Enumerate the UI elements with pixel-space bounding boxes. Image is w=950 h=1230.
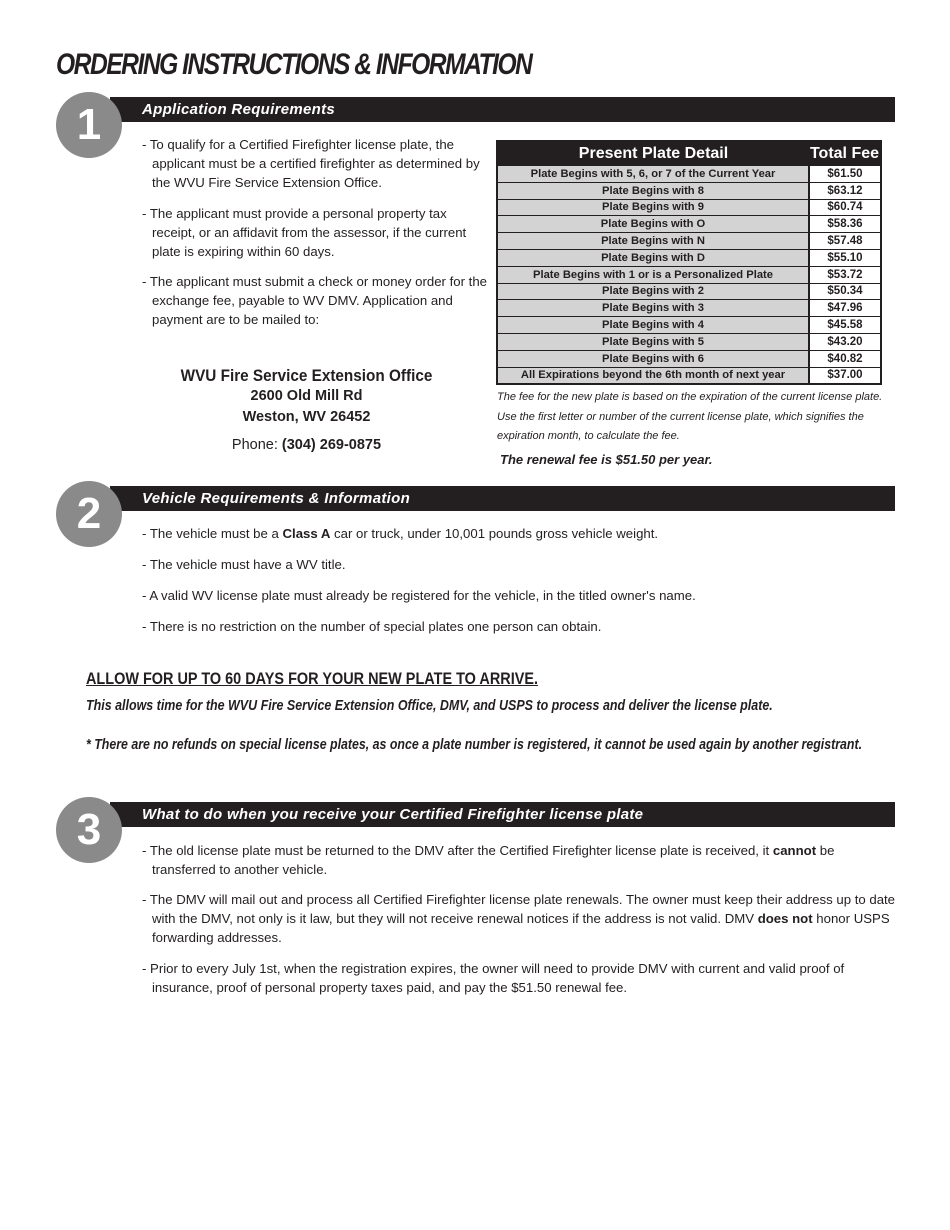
section-2-paragraph-2: - The vehicle must have a WV title. (142, 557, 346, 572)
row-fee: $45.58 (809, 317, 881, 334)
table-row (497, 216, 881, 233)
text-segment: - The old license plate must be returned to the DMV after the Certified Firefighter license plate is received, it (142, 843, 773, 858)
row-fee: $37.00 (809, 367, 881, 384)
section-1-paragraph-3: - The applicant must submit a check or money order for the exchange fee, payable to WV DMV. Application and payment are to be mailed to: (142, 274, 487, 327)
fee-table-header (497, 141, 881, 166)
table-row (497, 182, 881, 199)
table-row (497, 317, 881, 334)
row-fee: $55.10 (809, 249, 881, 266)
fee-table (496, 140, 882, 385)
row-detail: All Expirations beyond the 6th month of next year (497, 367, 809, 384)
row-detail: Plate Begins with N (497, 233, 809, 250)
table-row (497, 333, 881, 350)
section-2-number-badge: 2 (56, 481, 122, 547)
section-2-paragraph-1 (142, 524, 892, 543)
table-row (497, 367, 881, 384)
section-2-heading: Vehicle Requirements & Information (110, 486, 895, 511)
fee-table-header-detail: Present Plate Detail (497, 141, 809, 166)
table-row (497, 300, 881, 317)
table-row (497, 249, 881, 266)
section-1-number-badge: 1 (56, 92, 122, 158)
row-fee: $53.72 (809, 266, 881, 283)
table-row (497, 166, 881, 182)
row-detail: Plate Begins with 8 (497, 182, 809, 199)
text-segment: - The DMV will mail out and process all Certified Firefighter license plate renewals. The owner must keep their address up to date with the DMV, not only is it law, but they will not receive renewal notices if the address is not valid. DMV (142, 892, 896, 926)
section-3-paragraph-1 (142, 841, 892, 879)
fee-note: The fee for the new plate is based on the expiration of the current license plate. Use the first letter or number of the current license plate, which signifies the expiration month, to calculate the fee. (497, 391, 883, 442)
section-1-paragraph-2: - The applicant must provide a personal property tax receipt, or an affidavit from the assessor, if the current plate is expiring within 60 days. (142, 206, 467, 259)
table-row (497, 266, 881, 283)
text-segment: car or truck, under 10,001 pounds gross vehicle weight. (330, 526, 659, 541)
row-detail: Plate Begins with 5 (497, 333, 809, 350)
row-fee: $58.36 (809, 216, 881, 233)
row-fee: $40.82 (809, 350, 881, 367)
office-name: WVU Fire Service Extension Office (180, 366, 433, 385)
renewal-fee: The renewal fee is $51.50 per year. (500, 452, 713, 467)
text-bold: cannot (772, 843, 817, 858)
phone-number: (304) 269-0875 (281, 437, 382, 453)
table-row (497, 233, 881, 250)
row-detail: Plate Begins with 2 (497, 283, 809, 300)
section-2-paragraph-3: - A valid WV license plate must already be registered for the vehicle, in the titled owner's name. (142, 588, 696, 603)
delivery-notice-detail: This allows time for the WVU Fire Service Extension Office, DMV, and USPS to process and deliver the license plate. (86, 698, 773, 714)
row-detail: Plate Begins with D (497, 249, 809, 266)
row-detail: Plate Begins with 5, 6, or 7 of the Current Year (497, 166, 809, 182)
fee-table-header-fee: Total Fee (809, 141, 881, 166)
row-fee: $61.50 (809, 166, 881, 182)
section-3-paragraph-3: - Prior to every July 1st, when the registration expires, the owner will need to provide DMV with current and valid proof of insurance, proof of personal property taxes paid, and pay the $51.50 renewal fee. (142, 961, 845, 995)
row-detail: Plate Begins with O (497, 216, 809, 233)
row-detail: Plate Begins with 4 (497, 317, 809, 334)
row-detail: Plate Begins with 6 (497, 350, 809, 367)
refund-notice: * There are no refunds on special license plates, as once a plate number is registered, it cannot be used again by another registrant. (86, 737, 863, 753)
section-1-paragraph-1: - To qualify for a Certified Firefighter license plate, the applicant must be a certified firefighter as determined by the WVU Fire Service Extension Office. (142, 137, 480, 190)
phone-label: Phone: (231, 437, 278, 453)
row-detail: Plate Begins with 3 (497, 300, 809, 317)
office-phone (135, 437, 478, 453)
text-segment: be transferred to another vehicle. (152, 843, 835, 877)
section-3-number-badge: 3 (56, 797, 122, 863)
row-detail: Plate Begins with 9 (497, 199, 809, 216)
text-segment: honor USPS forwarding addresses. (152, 911, 890, 945)
row-fee: $47.96 (809, 300, 881, 317)
table-row (497, 199, 881, 216)
page-title: ORDERING INSTRUCTIONS & INFORMATION (56, 48, 532, 81)
text-bold: does not (757, 911, 813, 926)
mailing-address (135, 366, 478, 453)
row-fee: $43.20 (809, 333, 881, 350)
text-segment: - The vehicle must be a (142, 526, 283, 541)
table-row (497, 350, 881, 367)
office-city: Weston, WV 26452 (242, 409, 371, 425)
delivery-notice-heading: ALLOW FOR UP TO 60 DAYS FOR YOUR NEW PLATE TO ARRIVE. (86, 669, 539, 688)
row-fee: $63.12 (809, 182, 881, 199)
table-row (497, 283, 881, 300)
office-street: 2600 Old Mill Rd (250, 388, 363, 404)
section-1-heading: Application Requirements (110, 97, 895, 122)
row-detail: Plate Begins with 1 or is a Personalized Plate (497, 266, 809, 283)
text-bold: Class A (282, 526, 331, 541)
section-3-paragraph-2 (142, 890, 897, 947)
section-3-heading: What to do when you receive your Certified Firefighter license plate (110, 802, 895, 827)
row-fee: $57.48 (809, 233, 881, 250)
row-fee: $50.34 (809, 283, 881, 300)
row-fee: $60.74 (809, 199, 881, 216)
section-2-paragraph-4: - There is no restriction on the number of special plates one person can obtain. (142, 619, 602, 634)
